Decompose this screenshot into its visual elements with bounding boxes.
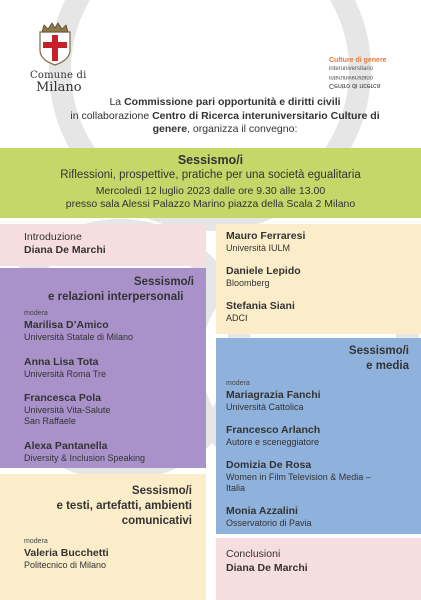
speaker-azzalini-aff: Osservatorio di Pavia [226,518,312,528]
event-title: Sessismo/i [177,153,244,167]
introduzione-speaker: Diana De Marchi [24,244,106,256]
speaker-derosa-name: Domizia De Rosa [226,459,312,471]
intro-line1-pre: La [109,96,125,108]
introduzione-box [0,224,206,266]
session-media-title-1: Sessismo/i [348,345,409,357]
event-band [0,148,421,218]
session-testi-moderator-aff: Politecnico di Milano [24,560,107,570]
conclusioni-label: Conclusioni [226,548,281,560]
culture-di-genere-logo [329,56,409,90]
speakers-top-box [216,224,421,334]
event-place: presso sala Alessi Palazzo Marino piazza della Scala 2 Milano [65,198,356,210]
session-relazioni-modera: modera [24,310,48,317]
speaker-arlanch-name: Francesco Arlanch [226,424,321,436]
cdg-logo-mirror-subtitle: interuniversitario [329,74,374,80]
event-subtitle: Riflessioni, prospettive, pratiche per una società egualitaria [60,169,361,181]
speaker-derosa-aff: Women in Film Television & Media – [226,472,371,482]
session-testi-title-2: e testi, artefatti, ambienti [56,500,192,512]
speaker-azzalini-name: Monia Azzalini [226,505,298,517]
speaker-derosa-aff2: Italia [226,483,246,493]
speaker-siani-name: Stefania Siani [226,300,295,312]
speaker-ferraresi-aff: Università IULM [226,243,291,253]
speaker-tota-aff: Università Roma Tre [24,369,107,379]
session-media-box [216,338,421,534]
speaker-pola-aff: Università Vita-Salute [24,405,111,415]
session-media-title-2: e media [366,360,409,372]
introduzione-label: Introduzione [24,231,82,243]
session-testi-title-3: comunicativi [121,515,192,527]
intro-line1-bold: Commissione pari opportunità e diritti civili [124,96,341,108]
speaker-pantanella-aff: Diversity & Inclusion Speaking [24,453,146,463]
speaker-tota-name: Anna Lisa Tota [24,356,99,368]
session-testi-title-1: Sessismo/i [131,485,192,497]
header [0,0,421,145]
session-relazioni-box [0,268,206,468]
session-relazioni-moderator-name: Marilisa D’Amico [24,319,109,331]
session-testi-modera: modera [24,538,48,545]
comune-label-small: Comune di [30,70,87,81]
speaker-pantanella-name: Alexa Pantanella [24,440,108,452]
intro-text [60,96,390,137]
session-media-modera: modera [226,380,250,387]
speaker-pola-name: Francesca Pola [24,392,102,404]
session-relazioni-moderator-aff: Università Statale di Milano [24,332,134,342]
session-media-moderator-name: Mariagrazia Fanchi [226,389,321,401]
cdg-logo-title: Culture di genere [329,57,387,64]
speaker-siani-aff: ADCI [226,313,248,323]
session-relazioni-title-1: Sessismo/i [133,276,194,288]
intro-line2-pre: in collaborazione [70,109,153,122]
conclusioni-speaker: Diana De Marchi [226,562,308,574]
milano-crest-icon [36,22,74,66]
session-testi-moderator-name: Valeria Bucchetti [24,547,109,559]
session-relazioni-title-2: e relazioni interpersonali [48,291,184,303]
comune-label-big: Milano [36,80,82,95]
session-media-moderator-aff: Università Cattolica [226,402,304,412]
event-date: Mercoledì 12 luglio 2023 dalle ore 9.30 alle 13.00 [95,185,326,197]
speaker-ferraresi-name: Mauro Ferraresi [226,230,306,242]
cdg-logo-mirror-title: Centro di ricerca [329,82,381,89]
session-testi-box [0,474,206,600]
intro-line2-post: , organizza il convegno: [187,123,298,135]
speaker-arlanch-aff: Autore e sceneggiatore [226,437,320,447]
cdg-logo-subtitle: interuniversitario [329,66,374,72]
speaker-lepido-aff: Bloomberg [226,278,270,288]
conclusioni-box [216,538,421,600]
speaker-pola-aff2: San Raffaele [24,416,76,426]
speaker-lepido-name: Daniele Lepido [226,265,301,277]
intro-line2-bold: Centro di Ricerca interuniversitario Culture di genere [152,109,380,135]
